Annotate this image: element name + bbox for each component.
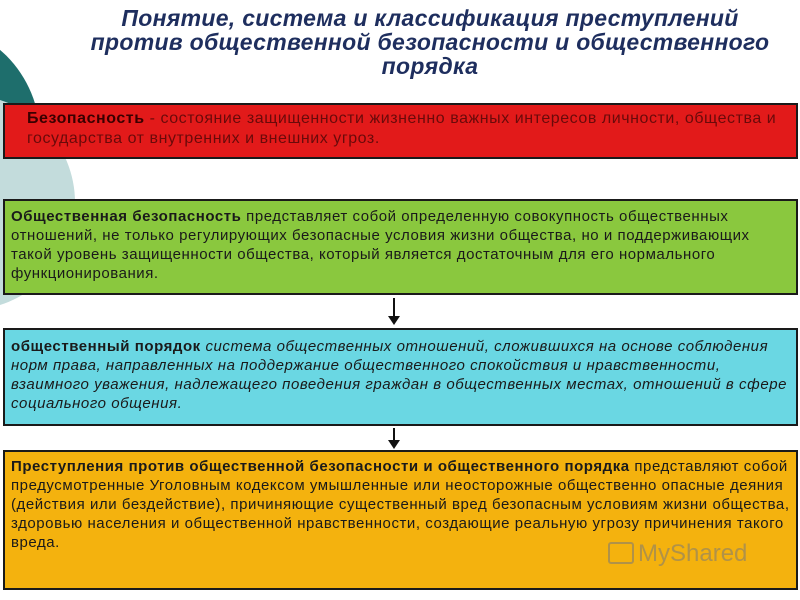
public-order-definition: система общественных отношений, сложившихся на основе соблюдения норм права, направленных на поддержание общественного спокойствия и нравственности, взаимного уважения, надлежащего поведения граждан в общественных местах, отношений в сфере социального общения. bbox=[11, 338, 788, 412]
arrow-down-icon bbox=[391, 298, 397, 326]
watermark-text: MyShared bbox=[638, 540, 748, 567]
security-definition: - состояние защищенности жизненно важных интересов личности, общества и государства от внутренних и внешних угроз. bbox=[27, 110, 777, 147]
crimes-definition: представляют собой предусмотренные Уголовным кодексом умышленные или неосторожные общественно опасные деяния (действия или бездействие), причиняющие существенный вред безопасным условиям жизни общества, здоровью населения и общественной нравственности, создающие реальную угрозу причинения такого вреда. bbox=[11, 458, 790, 551]
public-order-term: общественный порядок bbox=[11, 338, 201, 355]
security-term: Безопасность bbox=[27, 110, 145, 127]
watermark bbox=[608, 540, 747, 568]
crimes-definition-box bbox=[3, 450, 798, 590]
arrow-down-icon bbox=[391, 428, 397, 450]
public-security-box bbox=[3, 199, 798, 295]
crimes-term: Преступления против общественной безопасности и общественного порядка bbox=[11, 458, 630, 475]
cart-icon bbox=[608, 542, 634, 564]
page-title: Понятие, система и классификация преступлений против общественной безопасности и общественного порядка bbox=[90, 5, 770, 79]
security-definition-box bbox=[3, 103, 798, 159]
public-security-definition: представляет собой определенную совокупность общественных отношений, не только регулирующих безопасные условия жизни общества, но и поддерживающих такой уровень защищенности общества, который является достаточным для его нормального функционирования. bbox=[11, 208, 750, 282]
public-order-box bbox=[3, 328, 798, 426]
public-security-term: Общественная безопасность bbox=[11, 208, 242, 225]
